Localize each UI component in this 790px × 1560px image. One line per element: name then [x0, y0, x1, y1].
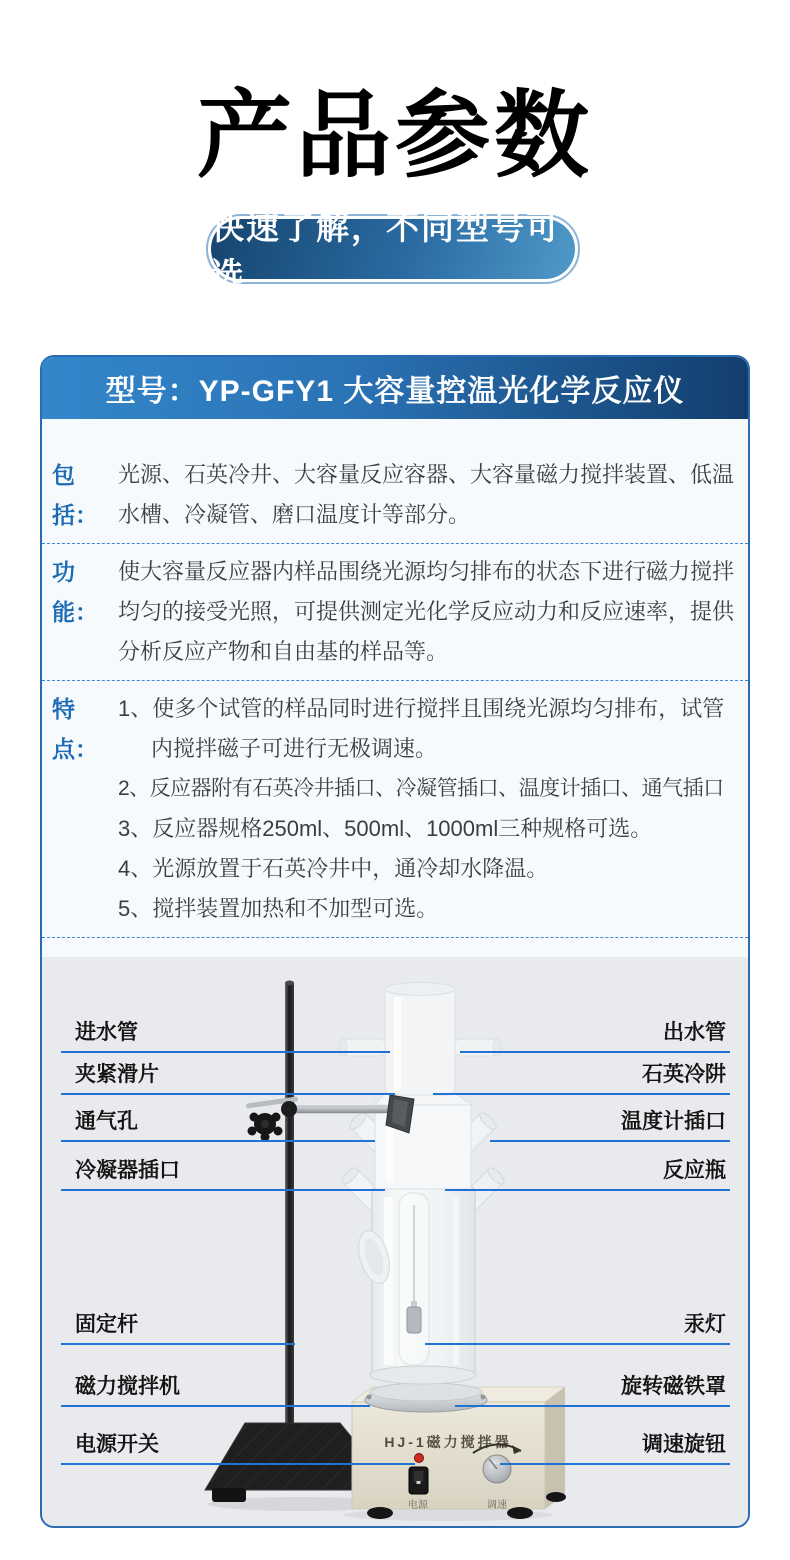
- speed-knob-label: 调速: [487, 1500, 507, 1511]
- section-text-line: 光源、石英冷井、大容量反应容器、大容量磁力搅拌装置、低温: [118, 462, 735, 487]
- callout-label: 调速旋钮: [642, 1433, 726, 1456]
- feature-item: 2、反应器附有石英冷井插口、冷凝管插口、温度计插口、通气插口: [118, 777, 724, 800]
- callout-label: 汞灯: [684, 1313, 726, 1336]
- callout-clamp-slider: [61, 1063, 395, 1095]
- dashed-divider: [42, 937, 748, 938]
- callout-quartz-cold-trap: [433, 1063, 730, 1095]
- callout-line: [61, 1343, 295, 1345]
- callout-label: 通气孔: [75, 1110, 138, 1133]
- section-function: [42, 552, 748, 680]
- product-diagram: [42, 957, 748, 1526]
- callout-label: 夹紧滑片: [75, 1063, 159, 1086]
- callout-label: 磁力搅拌机: [75, 1375, 180, 1398]
- stirrer-brand-text: HJ-1磁力搅拌器: [384, 1434, 512, 1450]
- feature-item: 3、反应器规格250ml、500ml、1000ml三种规格可选。: [118, 816, 653, 841]
- callout-line: [433, 1093, 730, 1095]
- feature-item: 1、使多个试管的样品同时进行搅拌且围绕光源均匀排布，试管: [118, 696, 725, 721]
- section-text-line: 使大容量反应器内样品围绕光源均匀排布的状态下进行磁力搅拌: [118, 559, 735, 584]
- callout-reaction-flask: [445, 1159, 730, 1191]
- power-switch-label: 电源: [408, 1500, 428, 1511]
- callout-support-rod: [61, 1313, 295, 1345]
- callout-line: [61, 1463, 415, 1465]
- callout-label: 旋转磁铁罩: [621, 1375, 726, 1398]
- callout-label: 温度计插口: [621, 1110, 726, 1133]
- callout-line: [455, 1405, 730, 1407]
- callout-mercury-lamp: [425, 1313, 730, 1345]
- subtitle-badge: [206, 208, 580, 294]
- callout-condenser-port: [61, 1159, 385, 1191]
- dashed-divider: [42, 680, 748, 681]
- callout-line: [460, 1051, 730, 1053]
- mercury-lamp-bulb: [407, 1307, 421, 1333]
- callout-label: 进水管: [75, 1021, 138, 1044]
- page-title: 产品参数: [196, 80, 593, 191]
- callout-vent-hole: [61, 1110, 375, 1142]
- feature-item: 4、光源放置于石英冷井中，通冷却水降温。: [118, 856, 549, 881]
- callout-line: [61, 1140, 375, 1142]
- callout-line: [500, 1463, 730, 1465]
- callout-thermometer-port: [490, 1110, 730, 1142]
- callout-label: 冷凝器插口: [75, 1159, 180, 1182]
- section-label: 功能：: [52, 559, 98, 625]
- section-label: 特点：: [52, 696, 98, 762]
- section-label: 包括：: [52, 462, 98, 528]
- feature-item: 5、搅拌装置加热和不加型可选。: [118, 896, 439, 921]
- section-includes: [42, 455, 748, 543]
- power-switch-control: [409, 1467, 428, 1494]
- indicator-led: [415, 1454, 424, 1463]
- callout-power-switch: [61, 1433, 415, 1465]
- callout-magnetic-stirrer: [61, 1375, 370, 1407]
- callout-label: 出水管: [663, 1021, 726, 1044]
- section-text-line: 水槽、冷凝管、磨口温度计等部分。: [118, 502, 471, 527]
- feature-item-continuation: 内搅拌磁子可进行无极调速。: [151, 736, 438, 761]
- callout-line: [445, 1189, 730, 1191]
- callout-label: 电源开关: [75, 1433, 159, 1456]
- dashed-divider: [42, 543, 748, 544]
- callout-water-inlet: [61, 1021, 390, 1053]
- callout-line: [425, 1343, 730, 1345]
- callout-label: 固定杆: [75, 1313, 138, 1336]
- callout-line: [61, 1093, 395, 1095]
- section-features: [42, 689, 748, 937]
- model-header: 型号：YP-GFY1 大容量控温光化学反应仪: [42, 357, 748, 419]
- section-text-line: 均匀的接受光照，可提供测定光化学反应动力和反应速率，提供: [118, 599, 735, 624]
- callout-speed-knob: [500, 1433, 730, 1465]
- callout-line: [61, 1189, 385, 1191]
- spec-sections: [42, 419, 748, 938]
- product-card: [40, 355, 750, 1528]
- callout-label: 反应瓶: [663, 1159, 726, 1182]
- callout-water-outlet: [460, 1021, 730, 1053]
- subtitle-badge-text: 快速了解，不同型号可选: [211, 219, 575, 279]
- callout-line: [490, 1140, 730, 1142]
- callout-label: 石英冷阱: [642, 1063, 726, 1086]
- callout-line: [61, 1051, 390, 1053]
- callout-line: [61, 1405, 370, 1407]
- section-text-line: 分析反应产物和自由基的样品等。: [118, 639, 449, 664]
- callout-rotating-magnet-cover: [455, 1375, 730, 1407]
